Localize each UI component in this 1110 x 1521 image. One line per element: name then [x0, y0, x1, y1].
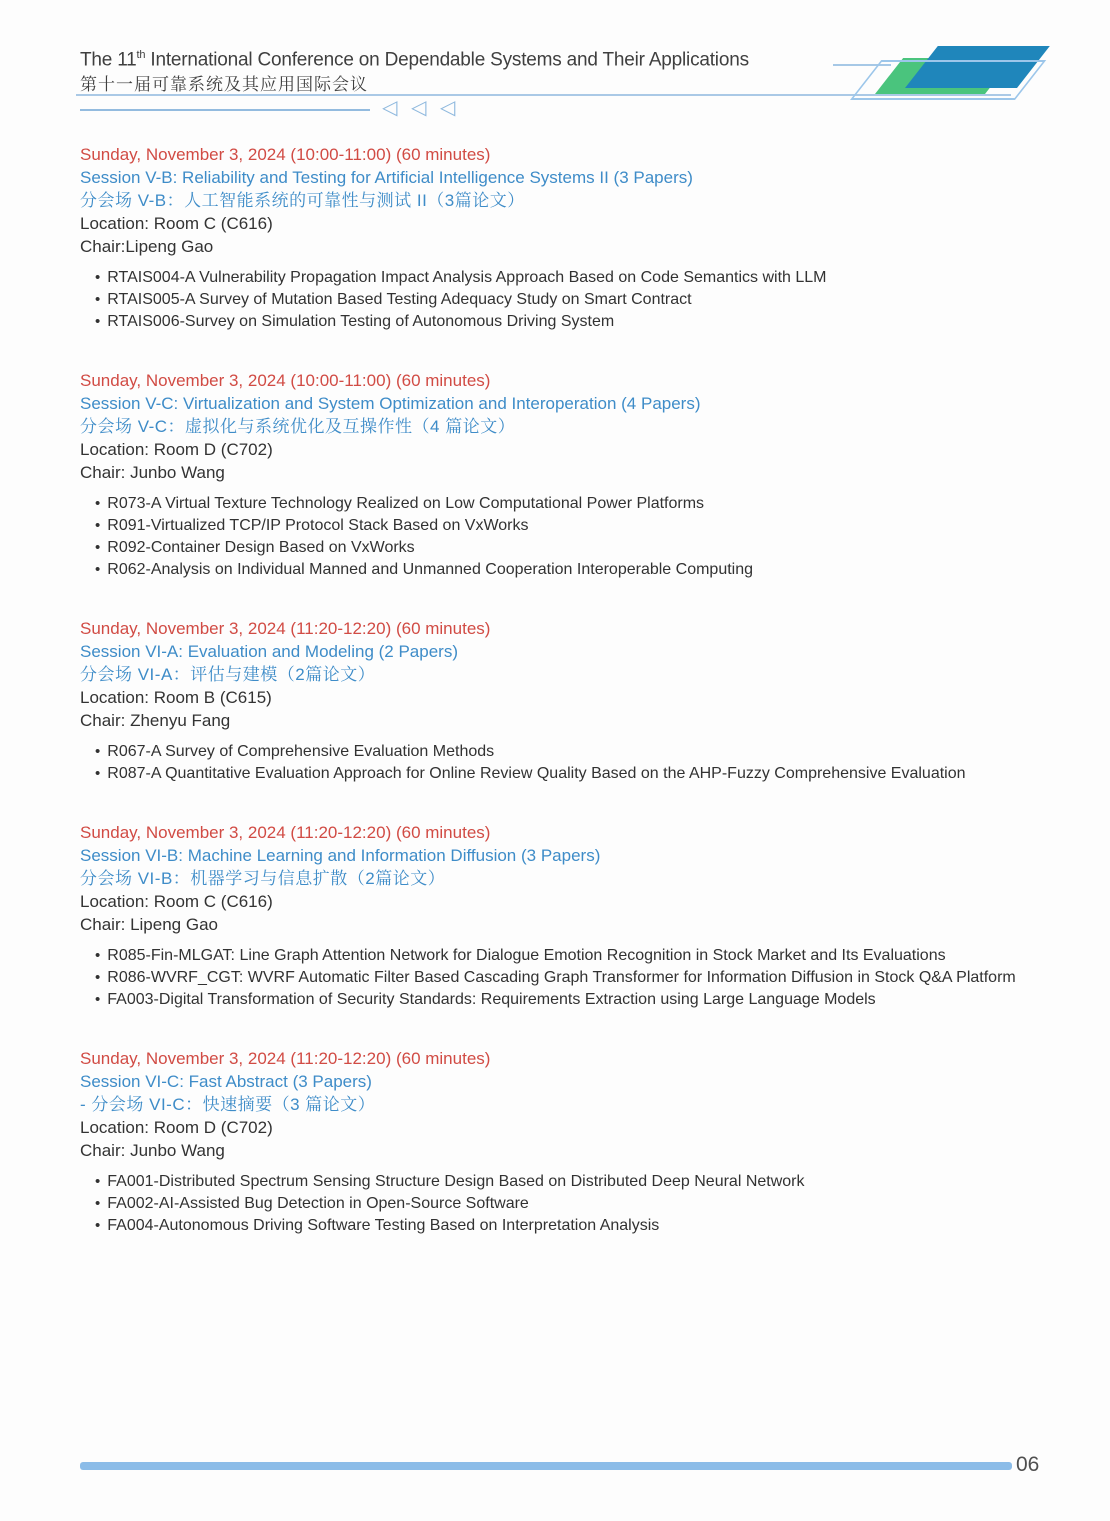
paper-item: • RTAIS005-A Survey of Mutation Based Testing Adequacy Study on Smart Contract — [95, 289, 1054, 311]
conference-title-ordinal-sup: th — [136, 49, 146, 61]
session-date: Sunday, November 3, 2024 (10:00-11:00) (60 minutes) — [80, 145, 491, 165]
session-date: Sunday, November 3, 2024 (11:20-12:20) (60 minutes) — [80, 823, 491, 843]
paper-item: • RTAIS004-A Vulnerability Propagation Impact Analysis Approach Based on Code Semantics with LLM — [95, 267, 1054, 289]
session-title-english: Session V-C: Virtualization and System Optimization and Interoperation (4 Papers) — [80, 394, 701, 414]
paper-item: • FA003-Digital Transformation of Security Standards: Requirements Extraction using Large Language Models — [95, 989, 1054, 1011]
session-title-english: Session VI-B: Machine Learning and Information Diffusion (3 Papers) — [80, 846, 601, 866]
session-location: Location: Room D (C702) — [80, 1118, 273, 1138]
paper-item: • FA002-AI-Assisted Bug Detection in Open-Source Software — [95, 1193, 1054, 1215]
session-title-chinese: 分会场 VI-B：机器学习与信息扩散（2篇论文） — [80, 869, 446, 889]
paper-item: • FA004-Autonomous Driving Software Testing Based on Interpretation Analysis — [95, 1215, 1054, 1237]
paper-list — [95, 1171, 1054, 1237]
session-chair: Chair: Lipeng Gao — [80, 915, 218, 935]
deco-parallelogram-outline — [850, 60, 1046, 100]
session-block-vib — [80, 821, 1054, 1011]
triple-left-arrow-icon: ◁ ◁ ◁ — [382, 97, 460, 119]
session-location: Location: Room B (C615) — [80, 688, 272, 708]
footer-divider-bar — [80, 1462, 1012, 1470]
paper-item: • R073-A Virtual Texture Technology Realized on Low Computational Power Platforms — [95, 493, 1054, 515]
program-content — [0, 143, 1110, 1237]
session-block-vc — [80, 369, 1054, 581]
session-location: Location: Room C (C616) — [80, 892, 273, 912]
session-title-chinese: 分会场 VI-A：评估与建模（2篇论文） — [80, 665, 376, 685]
session-chair: Chair: Junbo Wang — [80, 1141, 225, 1161]
session-date: Sunday, November 3, 2024 (11:20-12:20) (60 minutes) — [80, 619, 491, 639]
page-number: 06 — [1016, 1453, 1040, 1476]
session-location: Location: Room D (C702) — [80, 440, 273, 460]
session-title-chinese: - 分会场 VI-C：快速摘要（3 篇论文） — [80, 1095, 376, 1115]
session-chair: Chair:Lipeng Gao — [80, 237, 214, 257]
session-chair: Chair: Junbo Wang — [80, 463, 225, 483]
session-location: Location: Room C (C616) — [80, 214, 273, 234]
session-block-vb — [80, 143, 1054, 333]
paper-item: • FA001-Distributed Spectrum Sensing Structure Design Based on Distributed Deep Neural Network — [95, 1171, 1054, 1193]
paper-item: • R067-A Survey of Comprehensive Evaluation Methods — [95, 741, 1054, 763]
header-accent-line — [80, 109, 370, 111]
paper-item: • R085-Fin-MLGAT: Line Graph Attention Network for Dialogue Emotion Recognition in Stock Market and Its Evaluations — [95, 945, 1054, 967]
conference-title-rest: International Conference on Dependable Systems and Their Applications — [145, 49, 749, 71]
page-header — [0, 0, 1110, 119]
conference-title-prefix: The 11 — [80, 49, 137, 71]
conference-title-chinese: 第十一届可靠系统及其应用国际会议 — [80, 75, 368, 95]
paper-item: • R062-Analysis on Individual Manned and Unmanned Cooperation Interoperable Computing — [95, 559, 1054, 581]
session-block-via — [80, 617, 1054, 785]
session-title-english: Session VI-C: Fast Abstract (3 Papers) — [80, 1072, 372, 1092]
session-block-vic — [80, 1047, 1054, 1237]
paper-item: • R087-A Quantitative Evaluation Approach for Online Review Quality Based on the AHP-Fuzzy Comprehensive Evaluation — [95, 763, 1054, 785]
paper-list — [95, 493, 1054, 581]
session-title-chinese: 分会场 V-C：虚拟化与系统优化及互操作性（4 篇论文） — [80, 417, 516, 437]
session-chair: Chair: Zhenyu Fang — [80, 711, 231, 731]
paper-list — [95, 267, 1054, 333]
session-date: Sunday, November 3, 2024 (10:00-11:00) (60 minutes) — [80, 371, 491, 391]
session-title-english: Session VI-A: Evaluation and Modeling (2 Papers) — [80, 642, 458, 662]
paper-list — [95, 741, 1054, 785]
paper-item: • R091-Virtualized TCP/IP Protocol Stack Based on VxWorks — [95, 515, 1054, 537]
paper-list — [95, 945, 1054, 1011]
session-title-chinese: 分会场 V-B：人工智能系统的可靠性与测试 II（3篇论文） — [80, 191, 525, 211]
paper-item: • R086-WVRF_CGT: WVRF Automatic Filter Based Cascading Graph Transformer for Information Diffusion in Stock Q&A Platform — [95, 967, 1054, 989]
paper-item: • RTAIS006-Survey on Simulation Testing of Autonomous Driving System — [95, 311, 1054, 333]
session-date: Sunday, November 3, 2024 (11:20-12:20) (60 minutes) — [80, 1049, 491, 1069]
paper-item: • R092-Container Design Based on VxWorks — [95, 537, 1054, 559]
session-title-english: Session V-B: Reliability and Testing for Artificial Intelligence Systems II (3 Papers) — [80, 168, 693, 188]
